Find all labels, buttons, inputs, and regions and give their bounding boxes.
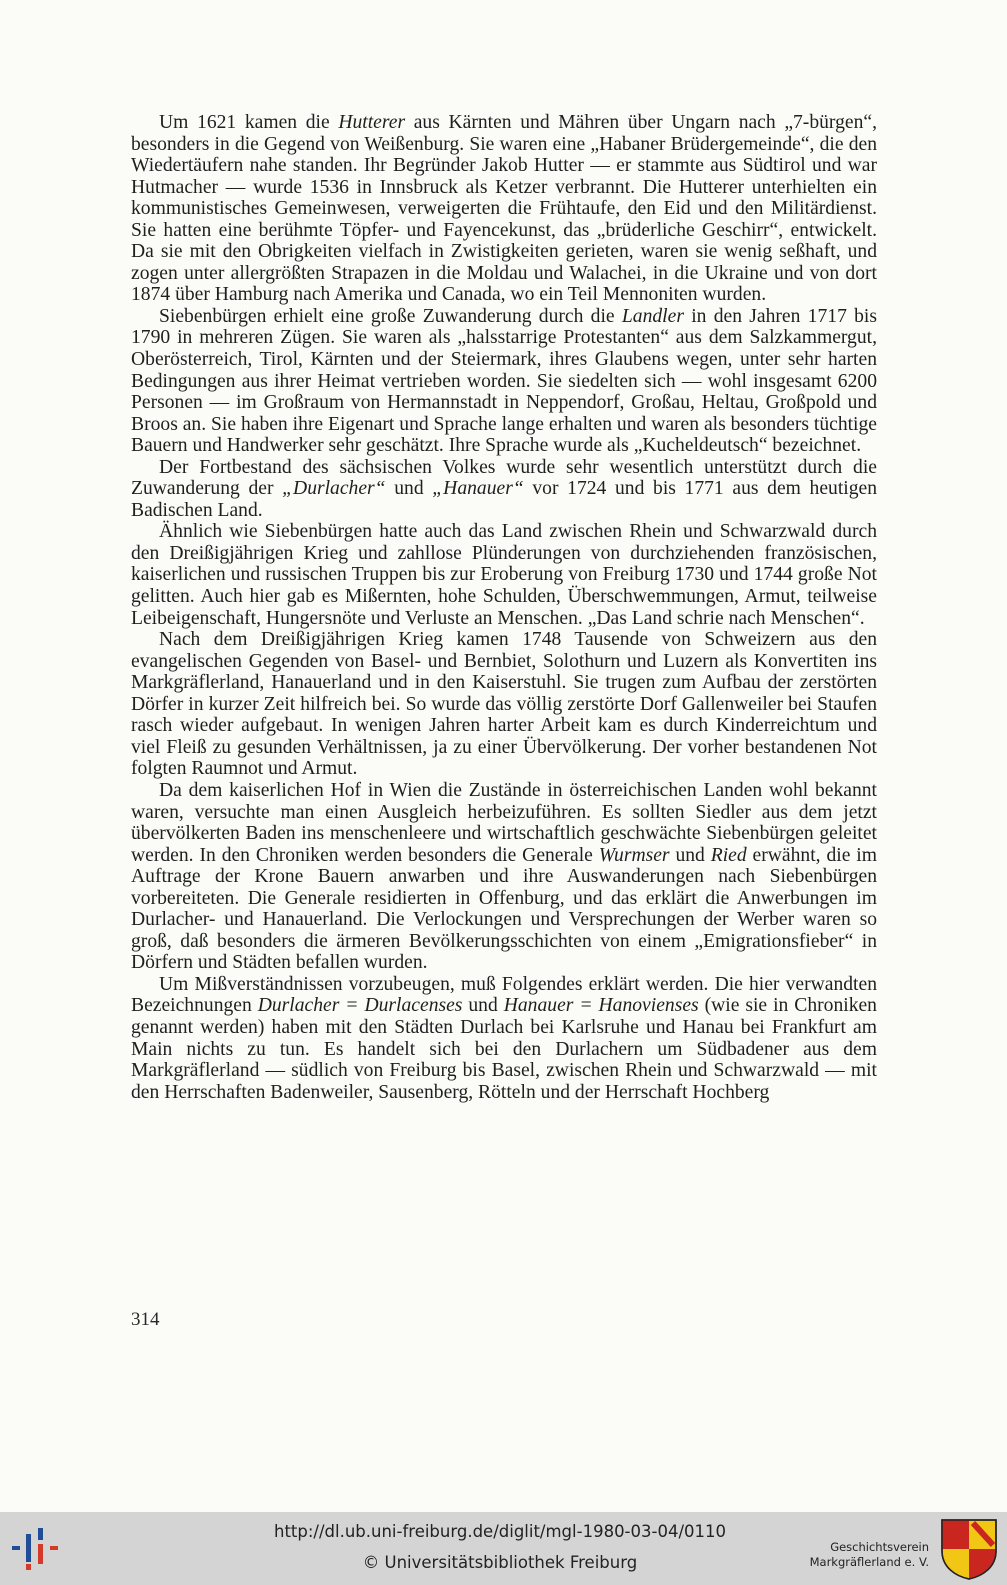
italic-term: „Hanauer“ — [432, 478, 524, 500]
text-run: Nach dem Dreißigjährigen Krieg kamen 1748 Tausende von Schweizern aus den evangelischen Gegenden von Basel- und Bernbiet, Solothurn und Luzern als Konvertiten ins Markgräflerland, Hanauerland und in den Kaiserstuhl. Sie trugen zum Aufbau der zerstörten Dörfer in kurzer Zeit hilfreich bei. So wurde das völlig zerstörte Dorf Gallenweiler bei Staufen rasch wieder aufgebaut. In wenigen Jahren harter Arbeit kam es durch Kinderreichtum und viel Fleiß zu gesunden Verhältnissen, ja zu einer Übervölkerung. Der vorher bestandenen Not folgten Raumnot und Armut. — [131, 629, 877, 780]
text-run: und — [385, 478, 433, 500]
italic-term: Durlacher = Durlacenses — [257, 995, 463, 1017]
paragraph — [131, 306, 877, 457]
italic-term: Ried — [710, 844, 747, 866]
text-run: in den Jahren 1717 bis 1790 in mehreren Zügen. Sie waren als „halsstarrige Protestanten“ aus dem Salzkammergut, Oberösterreich, Tirol, Kärnten und der Steiermark, ihres Glaubens wegen, unter sehr harten Bedingungen aus ihrer Heimat vertrieben worden. Sie siedelten sich — wohl insgesamt 6200 Personen — im Großraum von Hermannstadt in Neppendorf, Großau, Heltau, Großpold und Broos an. Sie haben ihre Eigenart und Sprache lange erhalten und waren als besonders tüchtige Bauern und Handwerker sehr geschätzt. Ihre Sprache wurde als „Kucheldeutsch“ bezeichnet. — [131, 305, 877, 457]
document-url-link[interactable]: http://dl.ub.uni-freiburg.de/diglit/mgl-1980-03-04/0110 — [273, 1522, 727, 1541]
text-run: Um 1621 kamen die — [159, 112, 339, 133]
paragraph — [131, 521, 877, 629]
text-run: aus Kärnten und Mähren über Ungarn nach „7-bürgen“, besonders in die Gegend von Weißenburg. Sie waren eine „Habaner Brüdergemeinde“, die den Wiedertäufern nahe standen. Ihr Begründer Jakob Hutter — er stammte aus Südtirol und war Hutmacher — wurde 1536 in Innsbruck als Ketzer verbrannt. Die Hutterer unterhielten ein kommunistisches Gemeinwesen, verweigerten die Frühtaufe, den Eid und den Militärdienst. Sie hatten eine berühmte Töpfer- und Fayencekunst, das „brüderliche Geschirr“, entwickelt. Da sie mit den Obrigkeiten vielfach in Zwistigkeiten gerieten, waren sie wenig seßhaft, und zogen unter allergrößten Strapazen in die Moldau und Walachei, in die Ukraine und von dort 1874 über Hamburg nach Amerika und Canada, wo ein Teil Mennoniten wurden. — [131, 112, 877, 306]
paragraph — [131, 112, 877, 306]
italic-term: Landler — [621, 305, 684, 327]
text-run: Der Fortbestand des sächsischen Volkes wurde sehr wesentlich unterstützt durch die Zuwanderung der — [131, 456, 877, 500]
society-name-line2: Markgräflerland e. V. — [809, 1555, 929, 1569]
italic-term: Wurmser — [598, 844, 670, 866]
text-run: (wie sie in Chroniken genannt werden) haben mit den Städten Durlach bei Karlsruhe und Hanau bei Frankfurt am Main nichts zu tun. Es handelt sich bei den Durlachern um Südbadener aus dem Markgräflerland — südlich von Freiburg bis Basel, zwischen Rhein und Schwarzwald — mit den Herrschaften Badenweiler, Sausenberg, Rötteln und der Herrschaft Hochberg — [131, 995, 877, 1103]
footer-bar — [0, 1512, 1007, 1585]
paragraph — [131, 457, 877, 522]
ub-freiburg-logo-icon[interactable] — [10, 1526, 62, 1570]
paragraph — [131, 780, 877, 974]
italic-term: „Durlacher“ — [282, 478, 386, 500]
coat-of-arms-icon — [939, 1517, 999, 1581]
text-run: Siebenbürgen erhielt eine große Zuwanderung durch die — [159, 305, 622, 327]
body-text — [131, 112, 877, 1103]
paragraph — [131, 629, 877, 780]
italic-term: Hutterer — [338, 112, 406, 133]
text-run: und — [462, 995, 504, 1017]
copyright-text: © Universitätsbibliothek Freiburg — [362, 1553, 638, 1572]
society-name-line1: Geschichtsverein — [830, 1540, 929, 1554]
page-number: 314 — [131, 1309, 160, 1330]
text-run: Um Mißverständnissen vorzubeugen, muß Folgendes erklärt werden. Die hier verwandten Bezeichnungen — [131, 973, 877, 1017]
text-run: Ähnlich wie Siebenbürgen hatte auch das Land zwischen Rhein und Schwarzwald durch den Dreißigjährigen Krieg und zahllose Plünderungen von durchziehenden französischen, kaiserlichen und russischen Truppen bis zur Eroberung von Freiburg 1730 und 1744 große Not gelitten. Auch hier gab es Mißernten, hohe Schulden, Überschwemmungen, Armut, teilweise Leibeigenschaft, Hungersnöte und Verluste an Menschen. „Das Land schrie nach Menschen“. — [131, 521, 877, 629]
italic-term: Hanauer = Hanovienses — [503, 995, 699, 1017]
paragraph — [131, 974, 877, 1103]
text-run: und — [669, 844, 711, 866]
text-run: vor 1724 und bis 1771 aus dem heutigen Badischen Land. — [131, 478, 877, 521]
society-name — [810, 1540, 929, 1570]
text-run: erwähnt, die im Auftrage der Krone Bauern anwarben und ihre Auswanderungen nach Siebenbürgen vorbereiteten. Die Generale residierten in Offenburg, und das erklärt die Anwerbungen im Durlacher- und Hanauerland. Die Verlockungen und Versprechungen der Werber waren so groß, daß besonders die ärmeren Bevölkerungsschichten von einem „Emigrationsfieber“ in Dörfern und Städten befallen wurden. — [131, 844, 877, 974]
text-run: Da dem kaiserlichen Hof in Wien die Zustände in österreichischen Landen wohl bekannt waren, versuchte man einen Ausgleich herbeizuführen. Es sollten Siedler aus dem jetzt übervölkerten Baden ins menschenleere und wirtschaftlich geschwächte Siebenbürgen geleitet werden. In den Chroniken werden besonders die Generale — [131, 779, 877, 866]
